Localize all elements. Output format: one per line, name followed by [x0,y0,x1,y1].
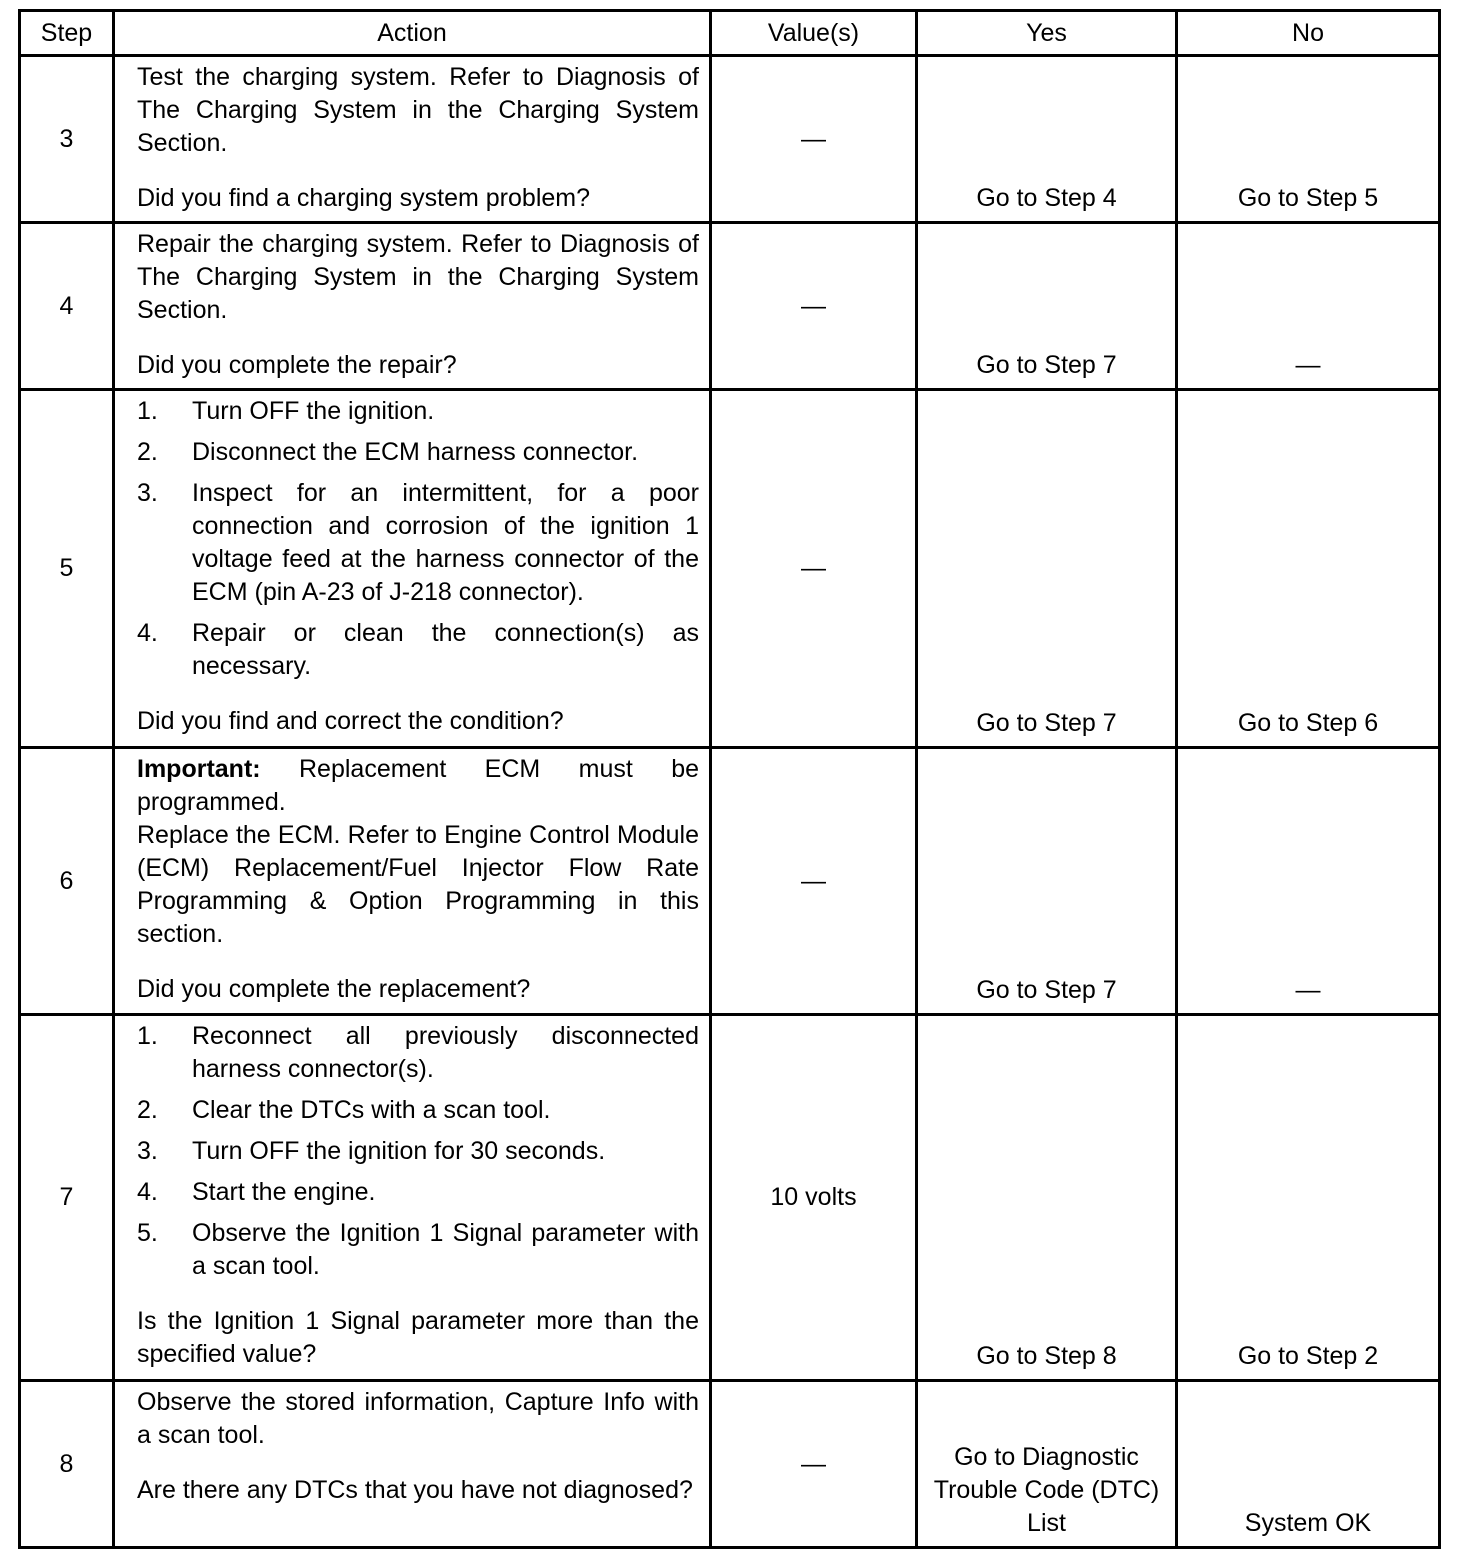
step-number: 8 [20,1381,114,1548]
substep-number: 4. [137,1178,158,1206]
list-item [137,1217,699,1283]
no-cell: — [1177,223,1440,390]
value-cell: — [711,223,917,390]
action-cell [114,748,711,1015]
diagnostic-table [18,9,1441,1549]
substep-number: 4. [137,619,158,647]
list-item [137,395,699,428]
list-item [137,1094,699,1127]
substep-number: 3. [137,479,158,507]
list-item [137,1020,699,1086]
substep-text: Clear the DTCs with a scan tool. [192,1096,551,1124]
substep-list [137,1020,699,1283]
no-cell: Go to Step 2 [1177,1015,1440,1381]
list-item [137,1176,699,1209]
value-cell: — [711,1381,917,1548]
action-question: Is the Ignition 1 Signal parameter more than the specified value? [137,1307,699,1368]
action-text: Observe the stored information, Capture Info with a scan tool. [137,1388,699,1449]
substep-text: Turn OFF the ignition. [192,397,435,425]
yes-cell: Go to Diagnostic Trouble Code (DTC) List [917,1381,1177,1548]
step-number: 6 [20,748,114,1015]
action-text: Test the charging system. Refer to Diagnosis of The Charging System in the Charging System Section. [137,63,699,157]
important-text: Replacement ECM must be programmed. [137,755,699,816]
step-number: 7 [20,1015,114,1381]
substep-number: 2. [137,438,158,466]
table-row [20,1381,1440,1548]
value-cell: — [711,56,917,223]
list-item [137,1135,699,1168]
substep-text: Repair or clean the connection(s) as necessary. [192,619,699,680]
important-label: Important: [137,755,261,783]
substep-number: 1. [137,397,158,425]
substep-text: Disconnect the ECM harness connector. [192,438,639,466]
action-cell [114,223,711,390]
yes-cell: Go to Step 7 [917,390,1177,748]
no-cell: — [1177,748,1440,1015]
header-no: No [1177,11,1440,56]
action-text: Replace the ECM. Refer to Engine Control Module (ECM) Replacement/Fuel Injector Flow Rate Programming & Option Programming in this section. [137,821,699,948]
substep-list [137,395,699,683]
no-cell: System OK [1177,1381,1440,1548]
substep-text: Inspect for an intermittent, for a poor connection and corrosion of the ignition 1 voltage feed at the harness connector of the ECM (pin A-23 of J-218 connector). [192,479,699,606]
value-cell: — [711,390,917,748]
action-cell [114,56,711,223]
substep-number: 2. [137,1096,158,1124]
table-row [20,748,1440,1015]
yes-cell: Go to Step 8 [917,1015,1177,1381]
action-question: Did you find a charging system problem? [137,184,591,212]
header-action: Action [114,11,711,56]
no-cell: Go to Step 5 [1177,56,1440,223]
important-note [137,753,699,819]
action-cell [114,390,711,748]
action-question: Did you find and correct the condition? [137,707,564,735]
substep-number: 1. [137,1022,158,1050]
action-cell [114,1381,711,1548]
step-number: 5 [20,390,114,748]
header-row [20,11,1440,56]
substep-number: 5. [137,1219,158,1247]
table-row [20,56,1440,223]
substep-text: Reconnect all previously disconnected harness connector(s). [192,1022,699,1083]
substep-number: 3. [137,1137,158,1165]
table-row [20,390,1440,748]
action-question: Did you complete the replacement? [137,975,531,1003]
action-question: Are there any DTCs that you have not diagnosed? [137,1476,693,1504]
header-yes: Yes [917,11,1177,56]
substep-text: Turn OFF the ignition for 30 seconds. [192,1137,606,1165]
list-item [137,436,699,469]
action-text: Repair the charging system. Refer to Diagnosis of The Charging System in the Charging System Section. [137,230,699,324]
table-row [20,1015,1440,1381]
step-number: 3 [20,56,114,223]
table-row [20,223,1440,390]
list-item [137,477,699,609]
action-question: Did you complete the repair? [137,351,457,379]
header-step: Step [20,11,114,56]
list-item [137,617,699,683]
action-cell [114,1015,711,1381]
substep-text: Start the engine. [192,1178,376,1206]
yes-cell: Go to Step 4 [917,56,1177,223]
value-cell: 10 volts [711,1015,917,1381]
yes-cell: Go to Step 7 [917,223,1177,390]
yes-cell: Go to Step 7 [917,748,1177,1015]
no-cell: Go to Step 6 [1177,390,1440,748]
value-cell: — [711,748,917,1015]
header-values: Value(s) [711,11,917,56]
step-number: 4 [20,223,114,390]
substep-text: Observe the Ignition 1 Signal parameter with a scan tool. [192,1219,699,1280]
